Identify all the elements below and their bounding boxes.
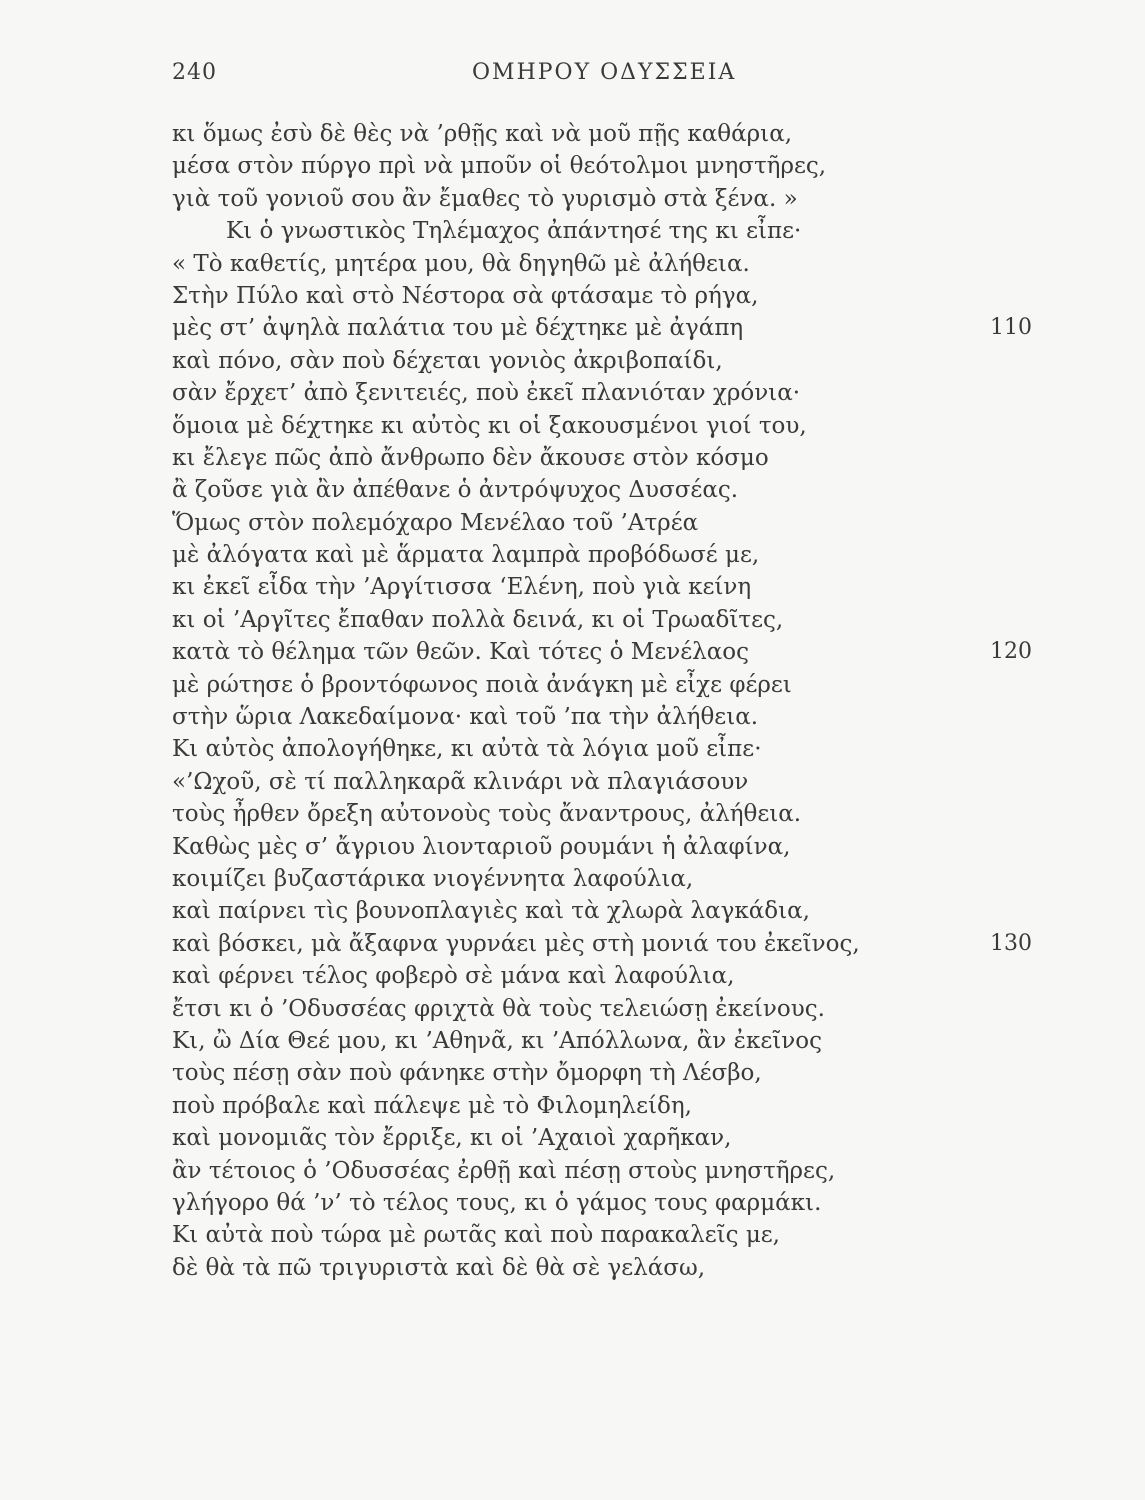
verse-line [172,1219,1032,1251]
verse-line [172,1057,1032,1089]
verse-line [172,895,1032,927]
verse-text: Κι ὁ γνωστικὸς Τηλέμαχος ἀπάντησέ της κι εἶπε· [226,218,802,245]
verse-text: κι ἐκεῖ εἶδα τὴν ’Αργίτισσα ‘Ελένη, ποὺ γιὰ κείνη [172,574,752,601]
verse-text: Κι αὐτὰ ποὺ τώρα μὲ ρωτᾶς καὶ ποὺ παρακαλεῖς με, [172,1222,780,1249]
verse-text: στὴν ὥρια Λακεδαίμονα· καὶ τοῦ ’πα τὴν ἀλήθεια. [172,704,759,731]
verse-line [172,507,1032,539]
verse-line [172,474,1032,506]
verse-line [172,604,1032,636]
verse-line [172,571,1032,603]
verse-text: κοιμίζει βυζαστάρικα νιογέννητα λαφούλια, [172,865,694,892]
verse-line [172,1187,1032,1219]
verse-line [172,863,1032,895]
verse-text: ἂ ζοῦσε γιὰ ἂν ἀπέθανε ὁ ἀντρόψυχος Δυσσέας. [172,477,739,504]
verse-text: ὅμοια μὲ δέχτηκε κι αὐτὸς κι οἱ ξακουσμένοι γιοί του, [172,412,807,439]
verse-line [172,928,1032,960]
verse-line [172,636,1032,668]
verse-text: Κι αὐτὸς ἀπολογήθηκε, κι αὐτὰ τὰ λόγια μοῦ εἶπε· [172,736,762,763]
verse-text: κι ὅμως ἐσὺ δὲ θὲς νὰ ’ρθῇς καὶ νὰ μοῦ πῇς καθάρια, [172,121,793,147]
verse-text: κι οἱ ’Αργῖτες ἔπαθαν πολλὰ δεινά, κι οἱ Τρωαδῖτες, [172,606,784,633]
verse-line [172,766,1032,798]
verse-text: μὲς στ’ ἀψηλὰ παλάτια του μὲ δέχτηκε μὲ ἀγάπη [172,315,744,342]
verse-text: τοὺς πέσῃ σὰν ποὺ φάνηκε στὴν ὄμορφη τὴ Λέσβο, [172,1060,762,1087]
verse-text: τοὺς ἦρθεν ὄρεξη αὐτονοὺς τοὺς ἄναντρους, ἀλήθεια. [172,801,802,828]
line-number: 120 [990,639,1032,665]
verse-text: Στὴν Πύλο καὶ στὸ Νέστορα σὰ φτάσαμε τὸ ρήγα, [172,282,759,309]
verse-line [172,669,1032,701]
verse-line [172,183,1032,215]
verse-text: Καθὼς μὲς σ’ ἄγριου λιονταριοῦ ρουμάνι ἡ ἀλαφίνα, [172,833,791,860]
verse-line [172,215,1032,247]
verse-text: « Τὸ καθετίς, μητέρα μου, θὰ δηγηθῶ μὲ ἀλήθεια. [172,250,750,277]
verse-line [172,798,1032,830]
verse-line [172,150,1032,182]
line-number: 130 [990,930,1032,956]
line-number: 110 [990,315,1032,341]
verse-text: μέσα στὸν πύργο πρὶ νὰ μποῦν οἱ θεότολμοι μνηστῆρες, [172,153,827,180]
verse-line [172,1090,1032,1122]
verse-text: μὲ ἀλόγατα καὶ μὲ ἅρματα λαμπρὰ προβόδωσέ με, [172,542,760,569]
verse-line [172,1155,1032,1187]
verse-text: «’Ωχοῦ, σὲ τί παλληκαρᾶ κλινάρι νὰ πλαγιάσουν [172,768,749,795]
page-number: 240 [172,60,217,85]
verse-text: ἔτσι κι ὁ ’Οδυσσέας φριχτὰ θὰ τοὺς τελειώσῃ ἐκείνους. [172,995,825,1022]
verse-line [172,701,1032,733]
verse-text: καὶ πόνο, σὰν ποὺ δέχεται γονιὸς ἀκριβοπαίδι, [172,347,723,374]
verse-list [172,118,1032,1284]
verse-text: μὲ ρώτησε ὁ βροντόφωνος ποιὰ ἀνάγκη μὲ εἶχε φέρει [172,671,792,698]
verse-text: γλήγορο θά ’ν’ τὸ τέλος τους, κι ὁ γάμος τους φαρμάκι. [172,1189,822,1216]
verse-text: Ὅμως στὸν πολεμόχαρο Μενέλαο τοῦ ’Ατρέα [172,509,699,536]
verse-line [172,1252,1032,1284]
verse-text: σὰν ἔρχετ’ ἀπὸ ξενιτειές, ποὺ ἐκεῖ πλανιόταν χρόνια· [172,380,801,407]
verse-line [172,733,1032,765]
verse-line [172,1025,1032,1057]
verse-line [172,377,1032,409]
verse-text: γιὰ τοῦ γονιοῦ σου ἂν ἔμαθες τὸ γυρισμὸ στὰ ξένα. » [172,185,798,212]
verse-text: κι ἔλεγε πῶς ἀπὸ ἄνθρωπο δὲν ἄκουσε στὸν κόσμο [172,444,769,471]
verse-line [172,1122,1032,1154]
verse-text: καὶ παίρνει τὶς βουνοπλαγιὲς καὶ τὰ χλωρὰ λαγκάδια, [172,898,810,925]
verse-text: Κι, ὢ Δία Θεέ μου, κι ’Αθηνᾶ, κι ’Απόλλωνα, ἂν ἐκεῖνος [172,1027,822,1054]
verse-text: καὶ μονομιᾶς τὸν ἔρριξε, κι οἱ ’Αχαιοὶ χαρῆκαν, [172,1125,732,1152]
verse-line [172,960,1032,992]
verse-line [172,312,1032,344]
verse-line [172,539,1032,571]
verse-line [172,831,1032,863]
verse-line [172,280,1032,312]
running-title: ΟΜΗΡΟΥ ΟΔΥΣΣΕΙΑ [472,60,737,85]
verse-line [172,118,1032,150]
verse-line [172,248,1032,280]
verse-text: ἂν τέτοιος ὁ ’Οδυσσέας ἐρθῇ καὶ πέσῃ στοὺς μνηστῆρες, [172,1157,836,1184]
verse-text: καὶ φέρνει τέλος φοβερὸ σὲ μάνα καὶ λαφούλια, [172,963,735,990]
page-header [172,60,1032,90]
verse-line [172,410,1032,442]
verse-text: κατὰ τὸ θέλημα τῶν θεῶν. Καὶ τότες ὁ Μενέλαος [172,639,749,666]
verse-line [172,345,1032,377]
verse-text: ποὺ πρόβαλε καὶ πάλεψε μὲ τὸ Φιλομηλείδη, [172,1092,692,1119]
verse-line [172,993,1032,1025]
verse-text: καὶ βόσκει, μὰ ἄξαφνα γυρνάει μὲς στὴ μονιά του ἐκεῖνος, [172,930,860,957]
verse-line [172,442,1032,474]
verse-text: δὲ θὰ τὰ πῶ τριγυριστὰ καὶ δὲ θὰ σὲ γελάσω, [172,1254,706,1281]
